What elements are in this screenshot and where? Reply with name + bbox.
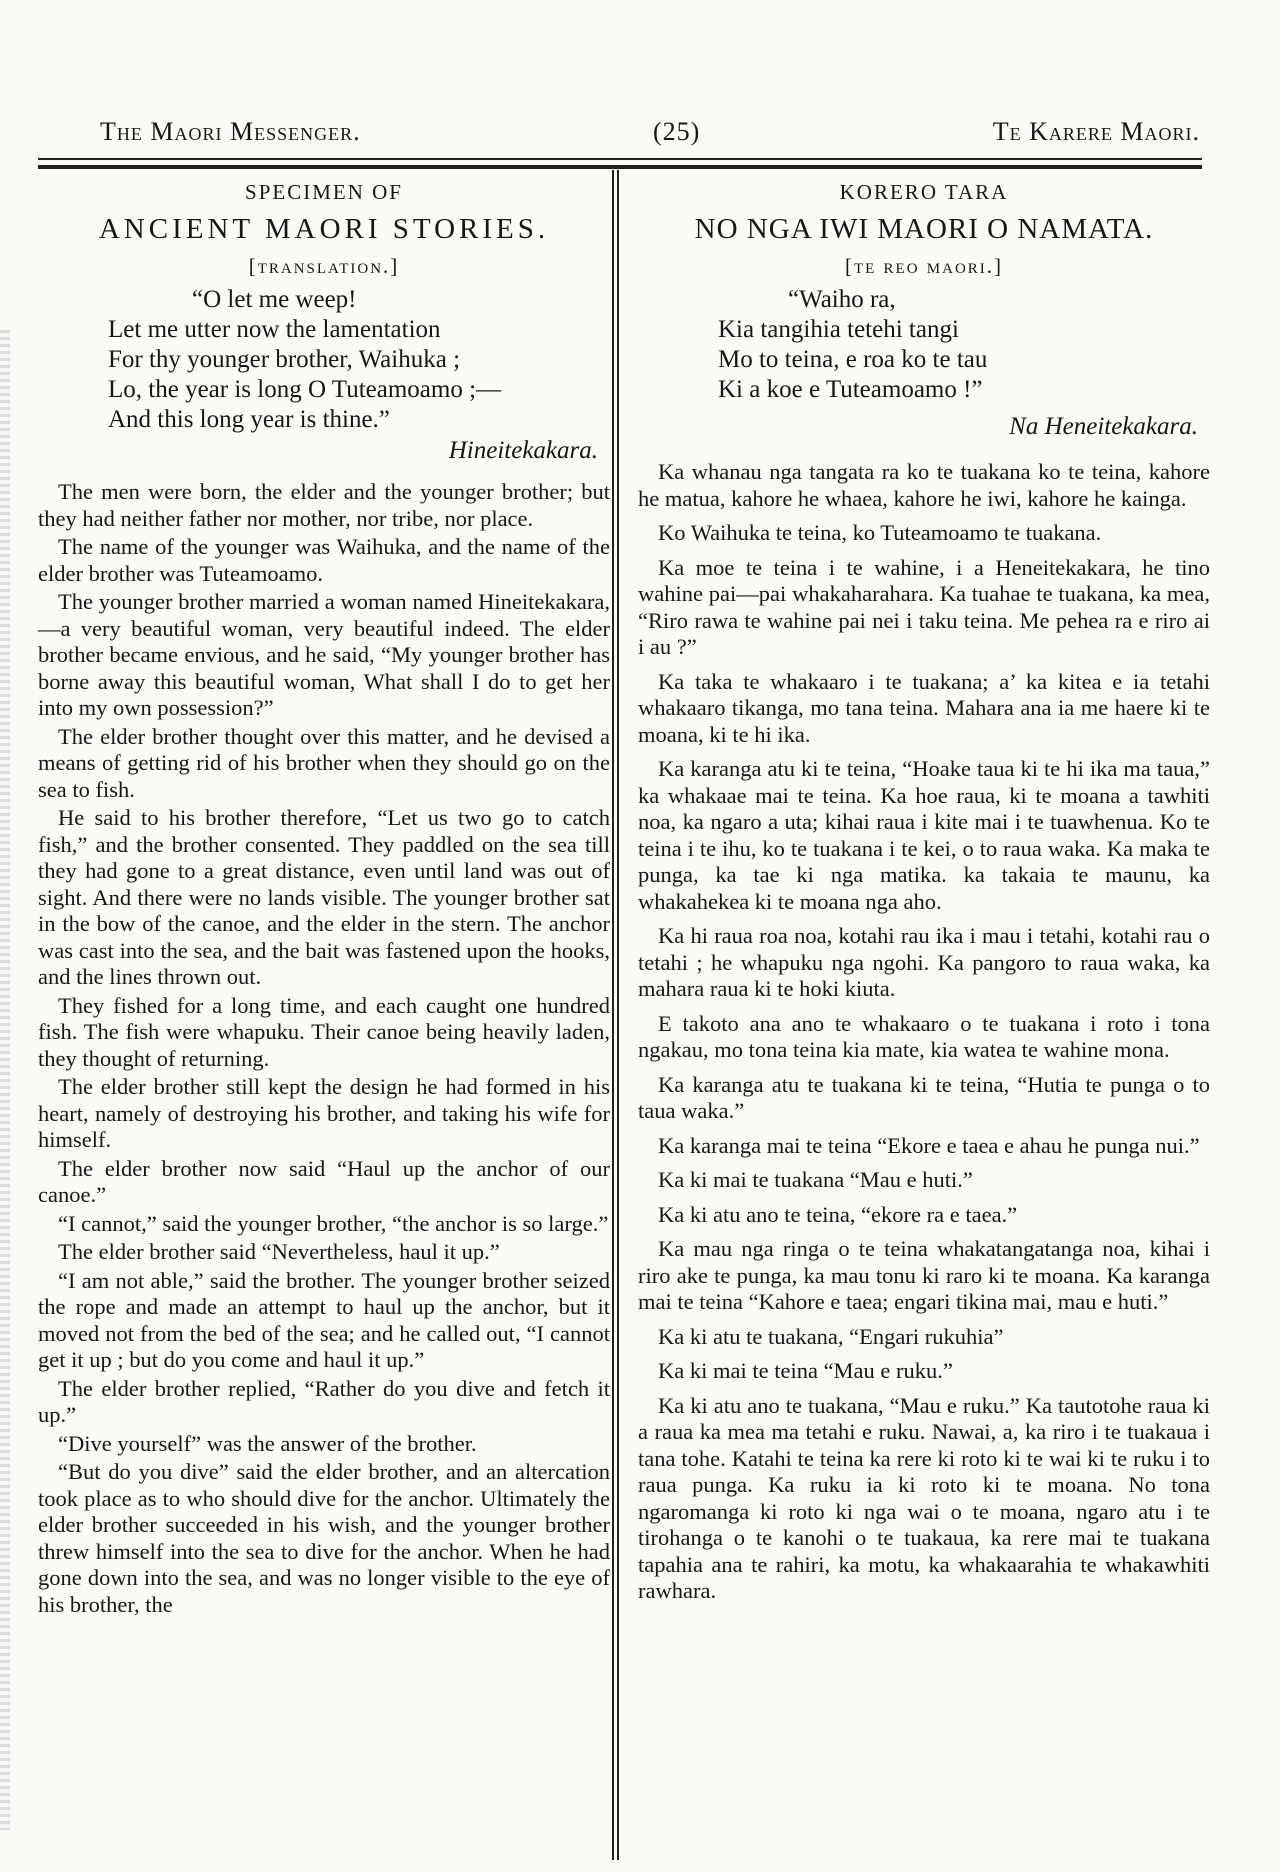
paragraph: “Dive yourself” was the answer of the brother. xyxy=(58,1430,477,1456)
paragraph: Ka ki mai te teina “Mau e ruku.” xyxy=(658,1358,953,1383)
paragraph: Ka ki atu ano te tuakana, “Mau e ruku.” Ka tautotohe raua ki a raua ka mea ma tetahi e ruku. Nawai, a, ka riro i te tuakaua i tana tohe. Katahi te teina ka rere ki roto ki te wai ki te ruku i to raua punga. Ka ruku ia ki roto ki te moana. No tona ngaromanga ki roto ki nga wai o te moana, ngaro atu i te tirohanga o te kanohi o te tuakaua, ka rere mai te tuakana tapahia ana te rahiri, ka motu, ka whakaarahia te whakawhiti rawhara. xyxy=(638,1392,1210,1603)
english-story-body xyxy=(38,479,610,1618)
paragraph: Ka mau nga ringa o te teina whakatangatanga noa, kihai i riro ake te punga, ka mau tonu ki raro ki te moana. Ka karanga mai te teina “Kahore e taea; engari tikina mai, mau e huti.” xyxy=(638,1236,1210,1314)
maori-column xyxy=(638,180,1210,1605)
paragraph: Ka karanga mai te teina “Ekore e taea e ahau he punga nui.” xyxy=(658,1132,1200,1158)
paragraph: The elder brother thought over this matter, and he devised a means of getting rid of his brother when they should go on the sea to fish. xyxy=(38,723,610,802)
header-page-number: (25) xyxy=(653,117,701,146)
paragraph: Ka ki atu te tuakana, “Engari rukuhia” xyxy=(658,1323,1004,1349)
maori-poem-author: Na Heneitekakara. xyxy=(1009,413,1198,440)
paragraph: Ka moe te teina i te wahine, i a Heneitekakara, he tino wahine pai—pai whakaharahara. Ka tuahae te tuakana, ka mea, “Riro rawa te wahine pai nei i taku teina. Me pehea ra e riro ai i au ?” xyxy=(638,554,1210,659)
maori-story-body xyxy=(638,459,1210,1605)
paragraph: Ka whanau nga tangata ra ko te tuakana ko te teina, kahore he matua, kahore he whaea, kahore he iwi, kahore he kainga. xyxy=(638,459,1210,511)
poem-line: Let me utter now the lamentation xyxy=(108,316,441,343)
column-divider xyxy=(612,170,619,1860)
english-poem-author: Hineitekakara. xyxy=(448,437,598,464)
paragraph: E takoto ana ano te whakaaro o te tuakana i roto i tona ngakau, mo tona teina kia mate, kia watea te wahine mona. xyxy=(638,1010,1210,1062)
poem-line: Lo, the year is long O Tuteamoamo ;— xyxy=(108,376,502,403)
paragraph: Ka karanga atu te tuakana ki te teina, “Hutia te punga o to taua waka.” xyxy=(638,1071,1210,1123)
paragraph: Ka karanga atu ki te teina, “Hoake taua ki te hi ika ma taua,” ka whakaae mai te teina. Ka hoe raua, ki te moana a tawhiti noa, ka ngaro a uta; kihai raua i kite mai i te tuawhenua. Ko te teina i te ihu, ko te tuakana i te kei, o to raua waka. Ka maka te punga, ka tae ki nga matika. ka takaia te maunu, ka whakahekea ki te moana nga aho. xyxy=(638,756,1210,914)
paragraph: He said to his brother therefore, “Let us two go to catch fish,” and the brother consented. They paddled on the sea till they had gone to a great distance, even until land was out of sight. And there were no lands visible. The younger brother sat in the bow of the canoe, and the elder in the stern. The anchor was cast into the sea, and the bait was fastened upon the hooks, and the lines thrown out. xyxy=(38,805,610,989)
paragraph: The elder brother said “Nevertheless, haul it up.” xyxy=(58,1239,500,1264)
poem-line: “Waiho ra, xyxy=(788,286,896,313)
paragraph: “I cannot,” said the younger brother, “the anchor is so large.” xyxy=(58,1210,609,1236)
paragraph: The elder brother replied, “Rather do you dive and fetch it up.” xyxy=(38,1375,610,1427)
paragraph: The men were born, the elder and the younger brother; but they had neither father nor mother, nor tribe, nor place. xyxy=(38,479,610,531)
header-rule-thick xyxy=(38,165,1202,169)
paragraph: The elder brother now said “Haul up the anchor of our canoe.” xyxy=(38,1155,610,1207)
paragraph: The elder brother still kept the design he had formed in his heart, namely of destroying his brother, and taking his wife for himself. xyxy=(38,1074,610,1152)
poem-line: For thy younger brother, Waihuka ; xyxy=(108,346,461,373)
maori-heading-korero: KORERO TARA xyxy=(839,180,1009,204)
paragraph: Ka hi raua roa noa, kotahi rau ika i mau i tetahi, kotahi rau o tetahi ; he whapuku nga ngohi. Ka pangoro to raua waka, ka mahara raua ki te hoki kiuta. xyxy=(638,923,1210,1001)
maori-poem xyxy=(718,285,1210,405)
paragraph: Ka ki mai te tuakana “Mau e huti.” xyxy=(658,1167,973,1192)
header-rule-thin xyxy=(38,158,1202,160)
paragraph: “But do you dive” said the elder brother, and an altercation took place as to who should dive for the anchor. Ultimately the elder brother succeeded in his wish, and the younger brother threw himself into the sea to dive for the anchor. When he had gone down into the sea, and was no longer visible to the eye of his brother, the xyxy=(38,1459,610,1617)
page-edge-shadow xyxy=(0,330,10,1830)
poem-line: “O let me weep! xyxy=(192,286,357,313)
poem-line: Kia tangihia tetehi tangi xyxy=(718,316,959,343)
header-english-title: The Maori Messenger. xyxy=(100,117,361,146)
page-header xyxy=(100,112,1200,152)
english-heading-specimen: SPECIMEN OF xyxy=(245,180,403,204)
paragraph: They fished for a long time, and each caught one hundred fish. The fish were whapuku. Their canoe being heavily laden, they thought of returning. xyxy=(38,992,610,1071)
paragraph: “I am not able,” said the brother. The younger brother seized the rope and made an attempt to haul up the anchor, but it moved not from the bed of the sea; and he called out, “I cannot get it up ; but do you come and haul it up.” xyxy=(38,1267,610,1372)
paragraph: The younger brother married a woman named Hineitekakara,—a very beautiful woman, very beautiful indeed. The elder brother became envious, and he said, “My younger brother has borne away this beautiful woman, What shall I do to get her into my own possession?” xyxy=(38,589,610,720)
english-heading-stories: ANCIENT MAORI STORIES. xyxy=(98,213,550,245)
paragraph: Ko Waihuka te teina, ko Tuteamoamo te tuakana. xyxy=(658,520,1102,545)
poem-line: Mo to teina, e roa ko te tau xyxy=(718,346,988,373)
maori-heading-reo: [te reo maori.] xyxy=(844,254,1004,278)
poem-line: Ki a koe e Tuteamoamo !” xyxy=(718,376,983,403)
paragraph: The name of the younger was Waihuka, and the name of the elder brother was Tuteamoamo. xyxy=(38,534,610,586)
maori-heading-iwi: NO NGA IWI MAORI O NAMATA. xyxy=(694,213,1154,245)
english-poem xyxy=(108,285,610,435)
paragraph: Ka ki atu ano te teina, “ekore ra e taea.” xyxy=(658,1201,1018,1227)
english-column xyxy=(38,180,610,1618)
english-heading-translation: [translation.] xyxy=(248,254,400,278)
poem-line: And this long year is thine.” xyxy=(108,406,390,433)
header-maori-title: Te Karere Maori. xyxy=(992,117,1200,146)
paragraph: Ka taka te whakaaro i te tuakana; a’ ka kitea e ia tetahi whakaaro tikanga, mo tana teina. Mahara ana ia me haere ki te moana, ki te hi ika. xyxy=(638,668,1210,747)
